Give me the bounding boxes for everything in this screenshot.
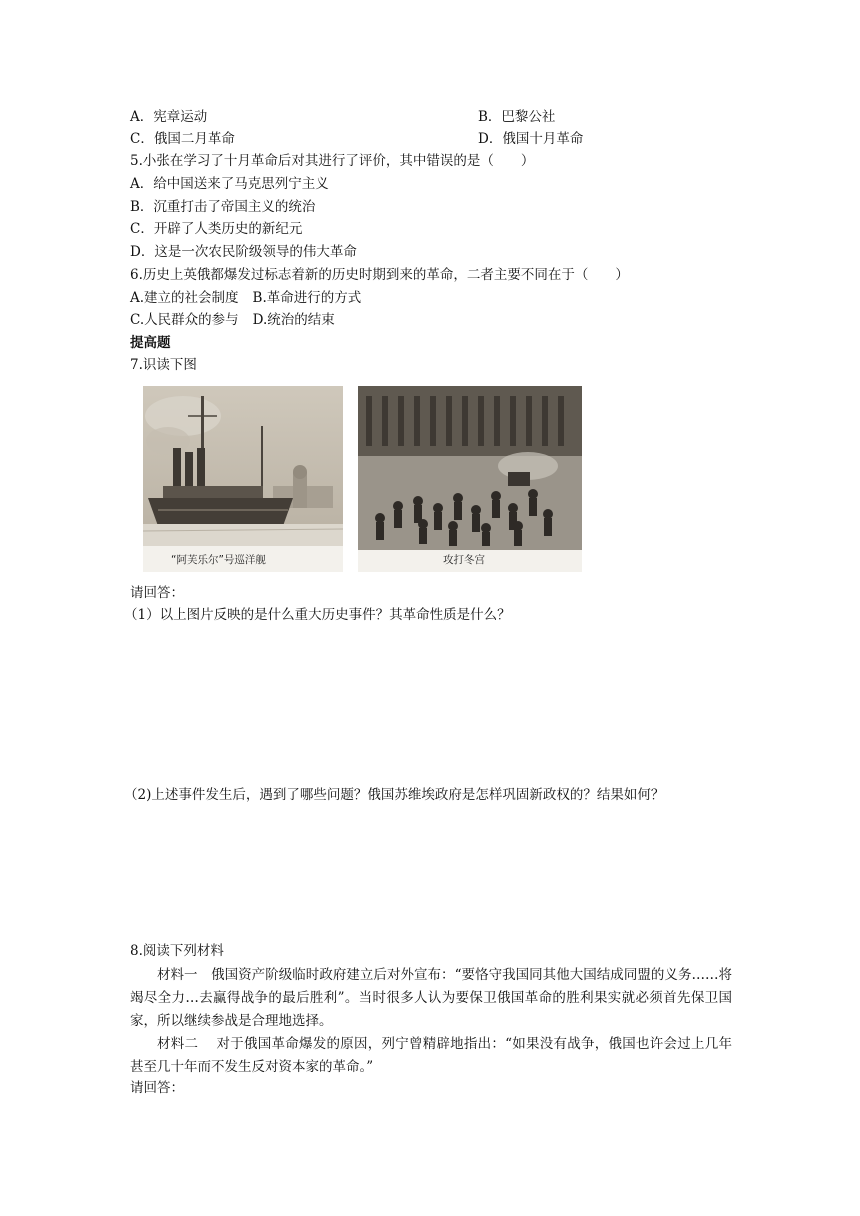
q5-option-b: B．沉重打击了帝国主义的统治 bbox=[130, 199, 316, 215]
q6-options-row1 bbox=[130, 288, 361, 308]
q7-stem: 7.识读下图 bbox=[130, 357, 197, 373]
q4-option-d: D．俄国十月革命 bbox=[478, 131, 584, 147]
q4-option-a: A．宪章运动 bbox=[130, 109, 208, 125]
q6-option-c: C.人民群众的参与 bbox=[130, 312, 239, 328]
q4-options-row1 bbox=[130, 107, 556, 127]
q5-stem: 5.小张在学习了十月革命后对其进行了评价，其中错误的是（ ） bbox=[130, 153, 535, 169]
winter-palace-caption: 攻打冬宫 bbox=[443, 554, 485, 566]
q6-option-a: A.建立的社会制度 bbox=[130, 290, 239, 306]
q4-option-b: B．巴黎公社 bbox=[478, 109, 556, 125]
q8-material-2: 材料二 对于俄国革命爆发的原因，列宁曾精辟地指出：“如果没有战争，俄国也许会过上几年甚至几十年而不发生反对资本家的革命。” bbox=[130, 1036, 732, 1075]
q6-options-row2 bbox=[130, 310, 335, 330]
winter-palace-photo bbox=[358, 386, 582, 572]
q7-sub-question-1: （1）以上图片反映的是什么重大历史事件？其革命性质是什么？ bbox=[124, 607, 511, 623]
q6-option-b: B.革命进行的方式 bbox=[252, 290, 362, 306]
q6-option-d: D.统治的结束 bbox=[252, 312, 335, 328]
q4-option-c: C．俄国二月革命 bbox=[130, 131, 235, 147]
aurora-cruiser-caption: “阿芙乐尔”号巡洋舰 bbox=[171, 554, 266, 566]
q7-answer-prompt: 请回答： bbox=[130, 585, 184, 601]
q5-option-c: C．开辟了人类历史的新纪元 bbox=[130, 221, 303, 237]
q5-option-d: D．这是一次农民阶级领导的伟大革命 bbox=[130, 244, 357, 260]
q8-answer-prompt: 请回答： bbox=[130, 1080, 184, 1096]
q7-sub-question-2: （2)上述事件发生后，遇到了哪些问题？俄国苏维埃政府是怎样巩固新政权的？结果如何？ bbox=[124, 787, 665, 803]
q8-material-1: 材料一 俄国资产阶级临时政府建立后对外宣布：“要恪守我国同其他大国结成同盟的义务……将竭尽全力…去赢得战争的最后胜利”。当时很多人认为要保卫俄国革命的胜利果实就必须首先保卫国家，所以继续参战是合理地选择。 bbox=[130, 967, 732, 1029]
q8-stem: 8.阅读下列材料 bbox=[130, 943, 224, 959]
q4-options-row2 bbox=[130, 129, 584, 149]
q5-option-a: A．给中国送来了马克思列宁主义 bbox=[130, 176, 329, 192]
section-title: 提高题 bbox=[130, 335, 171, 351]
q6-stem: 6.历史上英俄都爆发过标志着新的历史时期到来的革命，二者主要不同在于（ ） bbox=[130, 267, 629, 283]
aurora-cruiser-photo bbox=[143, 386, 343, 572]
